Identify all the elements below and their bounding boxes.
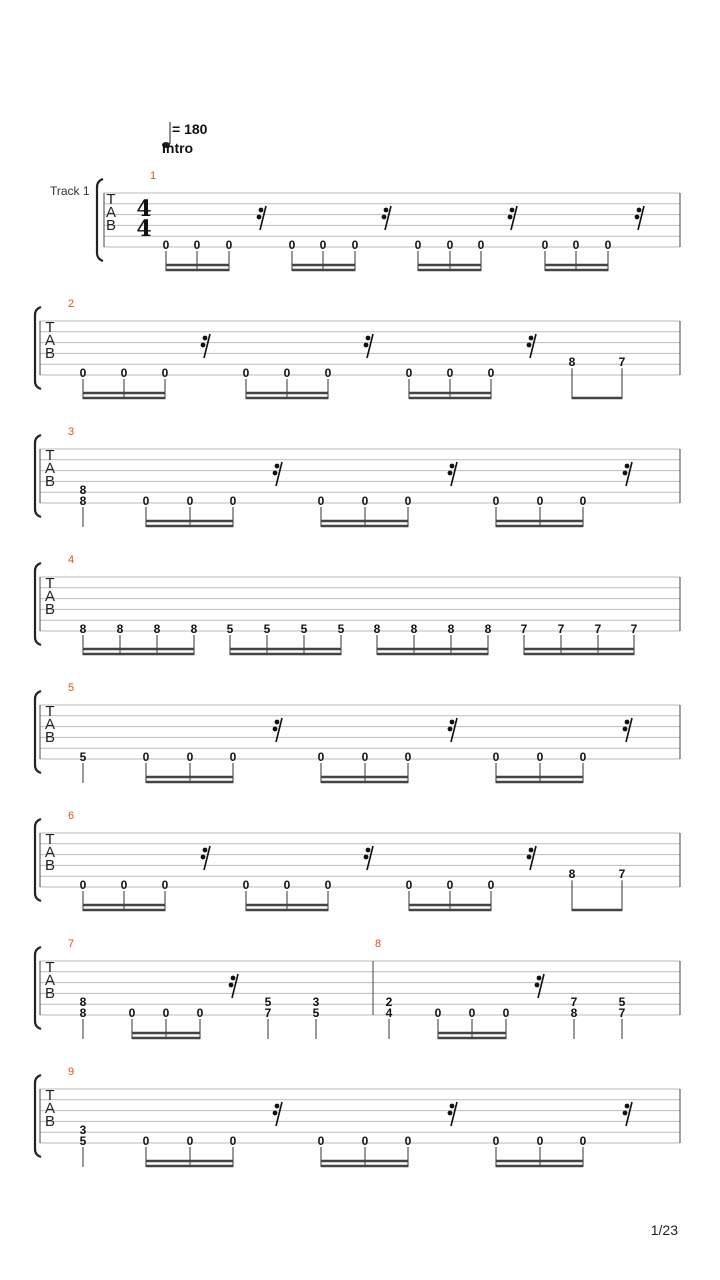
fret-number: 0 [572, 238, 580, 252]
rest-dot [527, 855, 532, 860]
fret-number: 0 [492, 494, 500, 508]
tab-clef-letter: A [44, 716, 56, 733]
rest-dot [229, 983, 234, 988]
fret-number: 7 [264, 1006, 272, 1020]
fret-number: 0 [446, 366, 454, 380]
fret-number: 0 [161, 366, 169, 380]
fret-number: 7 [618, 1006, 626, 1020]
tab-clef-letter: T [45, 831, 55, 848]
system-bracket [97, 179, 103, 261]
fret-number: 0 [434, 1006, 442, 1020]
fret-number: 0 [446, 238, 454, 252]
fret-number: 0 [317, 750, 325, 764]
fret-number: 0 [229, 1134, 237, 1148]
fret-number: 8 [373, 622, 381, 636]
fret-number: 0 [142, 494, 150, 508]
rest-dot [382, 215, 387, 220]
tab-clef-letter: B [105, 217, 117, 234]
rest-dot [450, 720, 455, 725]
rest-dot [273, 1111, 278, 1116]
rest-dot [366, 848, 371, 853]
tab-clef-letter: A [44, 1100, 56, 1117]
fret-number: 0 [536, 494, 544, 508]
fret-number: 0 [502, 1006, 510, 1020]
fret-number: 0 [317, 494, 325, 508]
fret-number: 7 [630, 622, 638, 636]
rest-dot [203, 848, 208, 853]
fret-number: 5 [226, 622, 234, 636]
tab-clef-letter: T [45, 1087, 55, 1104]
fret-number: 0 [405, 878, 413, 892]
fret-number: 0 [186, 1134, 194, 1148]
measure-number: 5 [68, 682, 75, 694]
fret-number: 0 [404, 1134, 412, 1148]
rest-dot [273, 471, 278, 476]
fret-number: 0 [324, 878, 332, 892]
fret-number: 8 [484, 622, 492, 636]
rest-dot [637, 208, 642, 213]
rest-dot [259, 208, 264, 213]
tab-clef-letter: B [44, 729, 56, 746]
fret-number: 5 [312, 1006, 320, 1020]
fret-number: 0 [229, 494, 237, 508]
fret-number: 7 [557, 622, 565, 636]
rest-dot [625, 464, 630, 469]
fret-number: 0 [404, 494, 412, 508]
rest-dot [623, 727, 628, 732]
rest-dot [527, 343, 532, 348]
fret-number: 5 [618, 995, 626, 1010]
fret-number: 0 [487, 878, 495, 892]
measure-number: 4 [68, 554, 75, 566]
fret-number: 8 [153, 622, 161, 636]
tab-clef-letter: T [45, 703, 55, 720]
fret-number: 0 [283, 366, 291, 380]
fret-number: 0 [361, 750, 369, 764]
rest-dot [448, 1111, 453, 1116]
tempo-marking: = 180 [172, 121, 208, 137]
fret-number: 8 [79, 622, 87, 636]
fret-number: 3 [79, 1123, 87, 1138]
fret-number: 0 [162, 1006, 170, 1020]
fret-number: 7 [618, 355, 626, 370]
rest-dot [257, 215, 262, 220]
rest-dot [510, 208, 515, 213]
rest-dot [201, 343, 206, 348]
fret-number: 0 [579, 1134, 587, 1148]
tab-clef-letter: A [105, 204, 117, 221]
rest-dot [623, 1111, 628, 1116]
rest-dot [366, 336, 371, 341]
measure-number: 6 [68, 810, 75, 822]
rest-dot [448, 471, 453, 476]
fret-number: 0 [579, 750, 587, 764]
measure-number: 7 [68, 938, 75, 950]
rest-dot [537, 976, 542, 981]
measure-number: 3 [68, 426, 75, 438]
fret-number: 0 [142, 1134, 150, 1148]
fret-number: 0 [468, 1006, 476, 1020]
tab-clef-letter: A [44, 460, 56, 477]
fret-number: 7 [520, 622, 528, 636]
rest-dot [625, 720, 630, 725]
fret-number: 4 [385, 1006, 393, 1020]
rest-dot [529, 848, 534, 853]
fret-number: 0 [186, 494, 194, 508]
fret-number: 0 [196, 1006, 204, 1020]
fret-number: 0 [404, 750, 412, 764]
fret-number: 0 [604, 238, 612, 252]
rest-dot [450, 464, 455, 469]
measure-number: 1 [150, 170, 157, 182]
tab-clef-letter: B [44, 345, 56, 362]
fret-number: 5 [337, 622, 345, 636]
fret-number: 0 [351, 238, 359, 252]
fret-number: 5 [300, 622, 308, 636]
fret-number: 0 [120, 878, 128, 892]
fret-number: 0 [536, 750, 544, 764]
fret-number: 8 [410, 622, 418, 636]
fret-number: 0 [492, 1134, 500, 1148]
rest-dot [364, 855, 369, 860]
tab-clef-letter: B [44, 473, 56, 490]
fret-number: 0 [288, 238, 296, 252]
fret-number: 0 [579, 494, 587, 508]
fret-number: 0 [477, 238, 485, 252]
rest-dot [275, 464, 280, 469]
fret-number: 0 [536, 1134, 544, 1148]
rest-dot [364, 343, 369, 348]
tab-clef-letter: B [44, 1113, 56, 1130]
fret-number: 0 [161, 878, 169, 892]
fret-number: 7 [594, 622, 602, 636]
rest-dot [635, 215, 640, 220]
tab-clef-letter: T [45, 959, 55, 976]
fret-number: 0 [361, 1134, 369, 1148]
rest-dot [535, 983, 540, 988]
fret-number: 0 [142, 750, 150, 764]
rest-dot [275, 1104, 280, 1109]
tab-clef-letter: B [44, 985, 56, 1002]
fret-number: 0 [225, 238, 233, 252]
fret-number: 8 [79, 494, 87, 508]
fret-number: 0 [414, 238, 422, 252]
fret-number: 7 [570, 995, 578, 1010]
fret-number: 0 [162, 238, 170, 252]
fret-number: 0 [128, 1006, 136, 1020]
tab-clef-letter: A [44, 844, 56, 861]
fret-number: 0 [487, 366, 495, 380]
fret-number: 8 [447, 622, 455, 636]
fret-number: 0 [79, 878, 87, 892]
fret-number: 0 [317, 1134, 325, 1148]
fret-number: 8 [568, 355, 576, 370]
time-signature-digit: 4 [136, 196, 152, 222]
rest-dot [273, 727, 278, 732]
rest-dot [384, 208, 389, 213]
track-name: Track 1 [50, 184, 90, 198]
fret-number: 0 [229, 750, 237, 764]
rest-dot [231, 976, 236, 981]
rest-dot [508, 215, 513, 220]
rest-dot [203, 336, 208, 341]
rest-dot [275, 720, 280, 725]
fret-number: 7 [618, 867, 626, 882]
rest-dot [450, 1104, 455, 1109]
rest-dot [529, 336, 534, 341]
fret-number: 8 [570, 1006, 578, 1020]
section-label: Intro [162, 140, 194, 156]
fret-number: 8 [116, 622, 124, 636]
fret-number: 3 [312, 995, 320, 1010]
fret-number: 5 [79, 1134, 87, 1148]
rest-dot [623, 471, 628, 476]
fret-number: 0 [120, 366, 128, 380]
fret-number: 0 [492, 750, 500, 764]
tab-clef-letter: B [44, 601, 56, 618]
fret-number: 0 [242, 366, 250, 380]
fret-number: 0 [541, 238, 549, 252]
fret-number: 8 [79, 995, 87, 1010]
measure-number: 9 [68, 1066, 75, 1078]
fret-number: 0 [324, 366, 332, 380]
tab-clef-letter: T [45, 575, 55, 592]
fret-number: 8 [190, 622, 198, 636]
fret-number: 0 [446, 878, 454, 892]
fret-number: 0 [193, 238, 201, 252]
page-number: 1/23 [650, 1222, 678, 1238]
fret-number: 2 [385, 995, 393, 1010]
fret-number: 8 [79, 483, 87, 498]
fret-number: 0 [186, 750, 194, 764]
time-signature-digit: 4 [136, 216, 152, 242]
rest-dot [448, 727, 453, 732]
fret-number: 5 [263, 622, 271, 636]
fret-number: 0 [405, 366, 413, 380]
fret-number: 8 [568, 867, 576, 882]
tab-clef-letter: T [106, 191, 116, 208]
fret-number: 0 [283, 878, 291, 892]
fret-number: 0 [319, 238, 327, 252]
rest-dot [625, 1104, 630, 1109]
fret-number: 0 [242, 878, 250, 892]
fret-number: 0 [361, 494, 369, 508]
tab-clef-letter: T [45, 319, 55, 336]
tab-clef-letter: A [44, 588, 56, 605]
fret-number: 0 [79, 366, 87, 380]
tab-clef-letter: T [45, 447, 55, 464]
measure-number: 2 [68, 298, 75, 310]
rest-dot [201, 855, 206, 860]
fret-number: 5 [79, 750, 87, 764]
tab-clef-letter: A [44, 332, 56, 349]
fret-number: 8 [79, 1006, 87, 1020]
tab-clef-letter: A [44, 972, 56, 989]
tab-clef-letter: B [44, 857, 56, 874]
fret-number: 5 [264, 995, 272, 1010]
measure-number: 8 [375, 938, 382, 950]
